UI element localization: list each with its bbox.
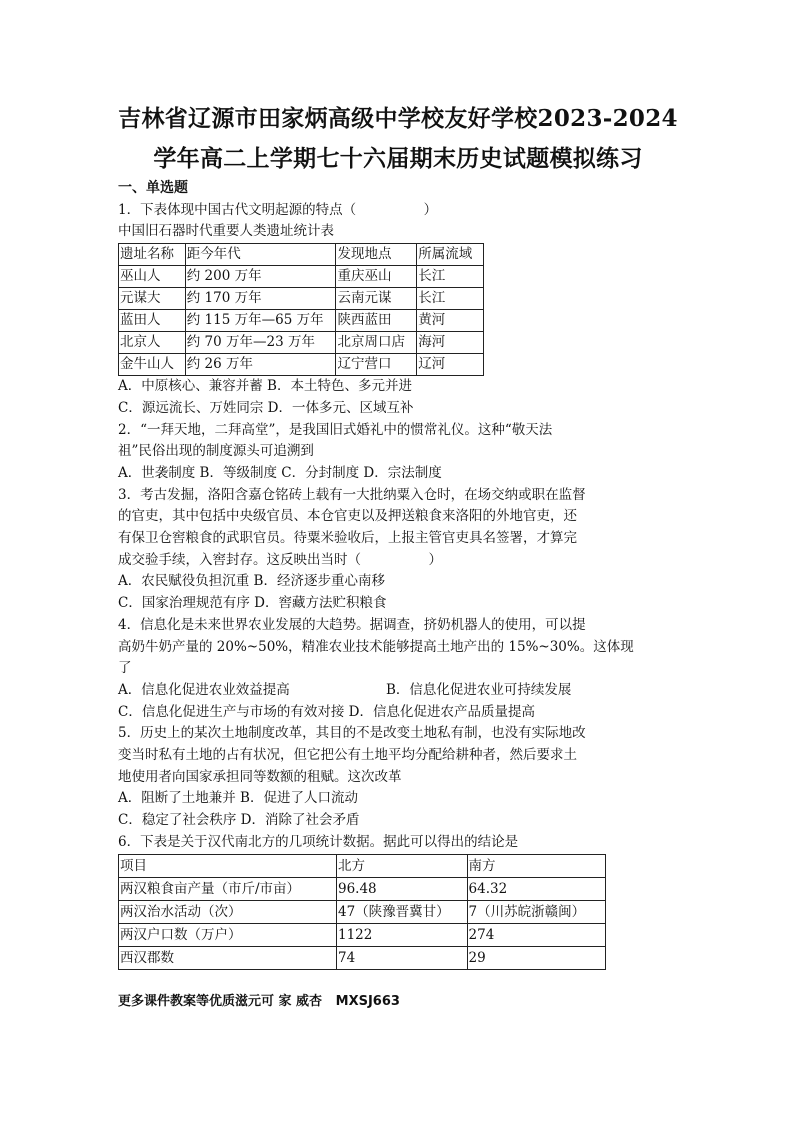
table-cell: 辽河 — [417, 354, 484, 376]
table-cell: 274 — [467, 923, 605, 946]
q2-stem-line2: 祖”民俗出现的制度源头可追溯到 — [118, 443, 314, 460]
table-cell: 发现地点 — [336, 244, 417, 266]
table-cell: 29 — [467, 946, 605, 969]
q1-table — [118, 243, 484, 376]
table-row — [119, 354, 484, 376]
q3-options-cd: C．国家治理规范有序 D．窖藏方法贮积粮食 — [118, 595, 387, 612]
table-cell: 黄河 — [417, 310, 484, 332]
table-cell: 南方 — [467, 854, 605, 877]
table-cell: 64.32 — [467, 877, 605, 900]
table-row — [119, 923, 606, 946]
table-cell: 约 170 万年 — [185, 288, 336, 310]
table-cell: 两汉粮食亩产量（市斤/市亩） — [119, 877, 337, 900]
table-row — [119, 310, 484, 332]
table-cell: 约 26 万年 — [185, 354, 336, 376]
table-cell: 47（陕豫晋冀甘） — [336, 900, 467, 923]
table-row — [119, 946, 606, 969]
table-cell: 蓝田人 — [119, 310, 186, 332]
q4-stem-line3: 了 — [118, 660, 132, 677]
document-title-line2: 学年高二上学期七十六届期末历史试题模拟练习 — [153, 145, 643, 172]
table-row — [119, 332, 484, 354]
table-cell: 元谋大 — [119, 288, 186, 310]
table-cell: 西汉郡数 — [119, 946, 337, 969]
section-heading: 一、单选题 — [118, 180, 188, 196]
q1-options-cd: C．源远流长、万姓同宗 D．一体多元、区域互补 — [118, 399, 414, 416]
table-cell: 距今年代 — [185, 244, 336, 266]
q6-stem: 6．下表是关于汉代南北方的几项统计数据。据此可以得出的结论是 — [118, 833, 519, 850]
q4-option-b: B．信息化促进农业可持续发展 — [386, 681, 572, 698]
q3-stem-line2: 的官吏，其中包括中央级官员、本仓官吏以及押送粮食来洛阳的外地官吏，还 — [118, 508, 577, 525]
q5-stem-line3: 地使用者向国家承担同等数额的租赋。这次改革 — [118, 768, 402, 785]
table-cell: 遗址名称 — [119, 244, 186, 266]
table-cell: 长江 — [417, 288, 484, 310]
table-cell: 7（川苏皖浙赣闽） — [467, 900, 605, 923]
q5-options-ab: A．阻断了土地兼并 B．促进了人口流动 — [118, 790, 358, 807]
q5-stem-line1: 5．历史上的某次土地制度改革，其目的不是改变土地私有制，也没有实际地改 — [118, 725, 586, 742]
q2-stem-line1: 2．“一拜天地，二拜高堂”，是我国旧式婚礼中的惯常礼仪。这种“敬天法 — [118, 421, 553, 438]
q3-stem-line4: 成交验手续，入窖封存。这反映出当时（ ） — [118, 551, 442, 568]
table-cell: 长江 — [417, 266, 484, 288]
q4-options-cd: C．信息化促进生产与市场的有效对接 D．信息化促进农产品质量提高 — [118, 703, 535, 720]
table-cell: 海河 — [417, 332, 484, 354]
q4-stem-line2: 高奶牛奶产量的 20%~50%，精准农业技术能够提高土地产出的 15%~30%。这体现 — [118, 638, 634, 655]
table-row — [119, 266, 484, 288]
table-cell: 约 115 万年—65 万年 — [185, 310, 336, 332]
table-cell: 项目 — [119, 854, 337, 877]
table-cell: 云南元谋 — [336, 288, 417, 310]
table-cell: 所属流域 — [417, 244, 484, 266]
q3-stem-line3: 有保卫仓窖粮食的武职官员。待粟米验收后，上报主管官吏具名签署，才算完 — [118, 530, 577, 547]
q1-stem: 1．下表体现中国古代文明起源的特点（ ） — [118, 201, 438, 218]
table-row — [119, 244, 484, 266]
table-row — [119, 288, 484, 310]
q5-stem-line2: 变当时私有土地的占有状况，但它把公有土地平均分配给耕种者，然后要求土 — [118, 747, 577, 764]
q6-table — [118, 854, 606, 970]
table-cell: 两汉治水活动（次） — [119, 900, 337, 923]
q3-stem-line1: 3．考古发掘，洛阳含嘉仓铭砖上载有一大批纳粟入仓时，在场交纳或职在监督 — [118, 486, 586, 503]
table-cell: 北京周口店 — [336, 332, 417, 354]
table-cell: 辽宁营口 — [336, 354, 417, 376]
table-row — [119, 854, 606, 877]
q4-stem-line1: 4．信息化是未来世界农业发展的大趋势。据调查，挤奶机器人的使用，可以提 — [118, 616, 586, 633]
document-title-line1: 吉林省辽源市田家炳高级中学校友好学校2023-2024 — [118, 105, 678, 132]
table-cell: 约 70 万年—23 万年 — [185, 332, 336, 354]
table-cell: 两汉户口数（万户） — [119, 923, 337, 946]
document-body — [118, 178, 682, 970]
table-cell: 陕西蓝田 — [336, 310, 417, 332]
q5-options-cd: C．稳定了社会秩序 D．消除了社会矛盾 — [118, 812, 360, 829]
table-cell: 北京人 — [119, 332, 186, 354]
table-cell: 约 200 万年 — [185, 266, 336, 288]
q4-option-a: A．信息化促进农业效益提高 — [118, 681, 290, 698]
table-cell: 74 — [336, 946, 467, 969]
table-cell: 金牛山人 — [119, 354, 186, 376]
table-cell: 北方 — [336, 854, 467, 877]
q3-options-ab: A．农民赋役负担沉重 B．经济逐步重心南移 — [118, 573, 385, 590]
table-cell: 96.48 — [336, 877, 467, 900]
table-row — [119, 900, 606, 923]
footer-note: 更多课件教案等优质滋元可 家 威杏 MXSJ663 — [118, 994, 400, 1009]
table-cell: 重庆巫山 — [336, 266, 417, 288]
q2-options: A．世袭制度 B．等级制度 C．分封制度 D．宗法制度 — [118, 464, 442, 481]
q1-table-caption: 中国旧石器时代重要人类遗址统计表 — [118, 223, 334, 240]
q1-options-ab: A．中原核心、兼容并蓄 B．本土特色、多元并进 — [118, 378, 412, 395]
table-cell: 巫山人 — [119, 266, 186, 288]
table-cell: 1122 — [336, 923, 467, 946]
table-row — [119, 877, 606, 900]
q4-options-ab — [118, 680, 682, 702]
